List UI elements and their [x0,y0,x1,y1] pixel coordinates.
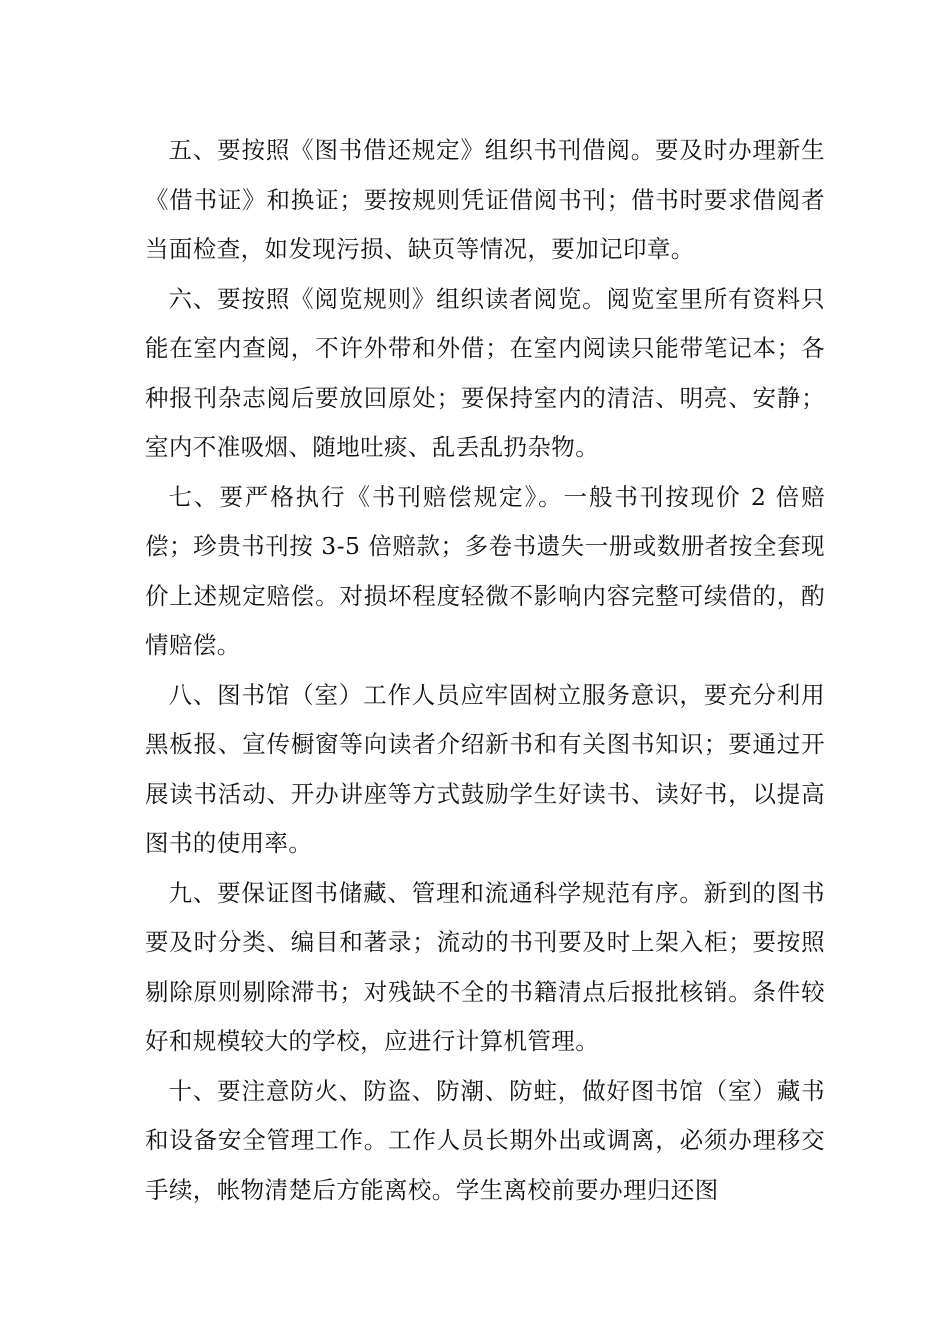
paragraph-borrowing-rules: 五、要按照《图书借还规定》组织书刊借阅。要及时办理新生《借书证》和换证；要按规则凭证借阅书刊；借书时要求借阅者当面检查，如发现污损、缺页等情况，要加记印章。 [145,136,825,263]
paragraph-storage-management: 九、要保证图书储藏、管理和流通科学规范有序。新到的图书要及时分类、编目和著录；流动的书刊要及时上架入柜；要按照剔除原则剔除滞书；对残缺不全的书籍清点后报批核销。条件较好和规模较大的学校，应进行计算机管理。 [145,878,825,1055]
document-body [145,126,825,1215]
paragraph-service-awareness: 八、图书馆（室）工作人员应牢固树立服务意识，要充分利用黑板报、宣传橱窗等向读者介绍新书和有关图书知识；要通过开展读书活动、开办讲座等方式鼓励学生好读书、读好书，以提高图书的使用率。 [145,680,825,857]
paragraph-reading-room-rules: 六、要按照《阅览规则》组织读者阅览。阅览室里所有资料只能在室内查阅，不许外带和外借；在室内阅读只能带笔记本；各种报刊杂志阅后要放回原处；要保持室内的清洁、明亮、安静；室内不准吸烟、随地吐痰、乱丢乱扔杂物。 [145,284,825,461]
paragraph-safety-management: 十、要注意防火、防盗、防潮、防蛀，做好图书馆（室）藏书和设备安全管理工作。工作人员长期外出或调离，必须办理移交手续，帐物清楚后方能离校。学生离校前要办理归还图 [145,1076,825,1204]
paragraph-compensation-rules: 七、要严格执行《书刊赔偿规定》。一般书刊按现价 2 倍赔偿；珍贵书刊按 3-5 倍赔款；多卷书遗失一册或数册者按全套现价上述规定赔偿。对损坏程度轻微不影响内容完整可续借的，酌情赔偿。 [145,482,825,659]
